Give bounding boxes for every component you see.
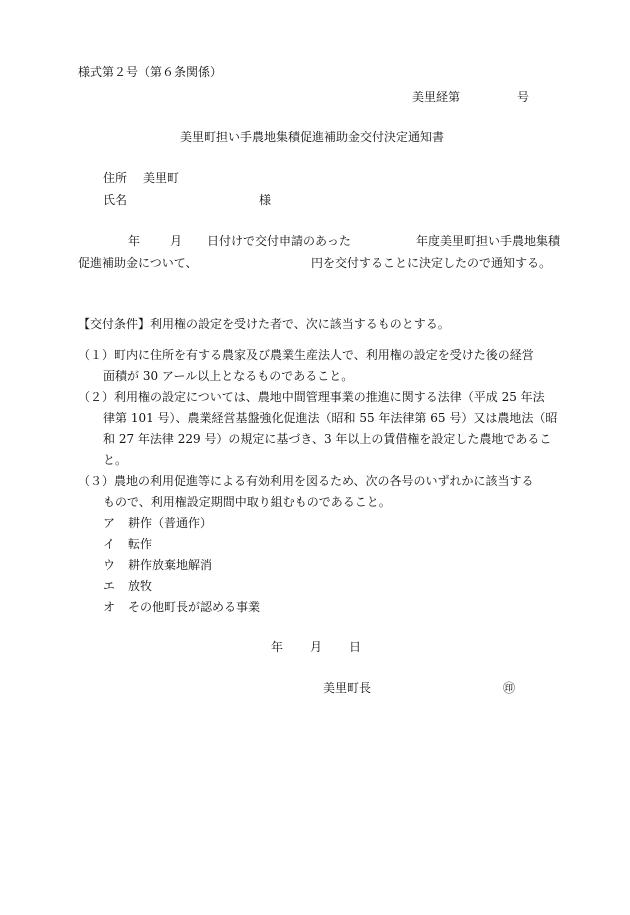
condition-2-line-1: （２）利用権の設定については、農地中間管理事業の推進に関する法律（平成 25 年法 (78, 390, 545, 404)
sub-item-mark: イ (103, 537, 116, 551)
sub-item-mark: ア (103, 516, 116, 530)
doc-number-prefix: 美里経第 (412, 90, 461, 104)
doc-number-suffix: 号 (517, 90, 530, 104)
body-line2-head: 促進補助金について、 (78, 256, 198, 270)
seal-mark: ㊞ (503, 681, 516, 695)
honorific: 様 (259, 193, 272, 207)
address-value: 美里町 (143, 171, 180, 185)
body-month-label: 月 (170, 234, 183, 248)
address-label: 住所 (103, 171, 128, 185)
page-title: 美里町担い手農地集積促進補助金交付決定通知書 (180, 130, 445, 144)
sub-item-text: 耕作放棄地解消 (128, 558, 213, 572)
sub-item-text: 放牧 (128, 579, 153, 593)
footer-day-label: 日 (349, 640, 362, 654)
body-year-label: 年 (128, 234, 141, 248)
condition-3-line-2: もので、利用権設定期間中取り組むものであること。 (103, 495, 391, 509)
sub-item-text: その他町長が認める事業 (128, 600, 261, 614)
footer-month-label: 月 (310, 640, 323, 654)
condition-2-line-3: 和 27 年法律 229 号）の規定に基づき、3 年以上の賃借権を設定した農地であるこ (103, 432, 552, 446)
sub-item-mark: エ (103, 579, 116, 593)
condition-2-line-4: と。 (103, 453, 128, 467)
form-number: 様式第２号（第６条関係） (78, 65, 223, 79)
sub-item-mark: オ (103, 600, 116, 614)
body-day-clause: 日付けで交付申請のあった (207, 234, 351, 248)
name-label: 氏名 (103, 193, 128, 207)
conditions-heading: 【交付条件】利用権の設定を受けた者で、次に該当するものとする。 (78, 317, 450, 331)
sub-item-mark: ウ (103, 558, 116, 572)
issuer: 美里町長 (323, 681, 372, 695)
sub-item-text: 耕作（普通作） (128, 516, 213, 530)
footer-year-label: 年 (271, 640, 284, 654)
condition-3-line-1: （３）農地の利用促進等による有効利用を図るため、次の各号のいずれかに該当する (78, 474, 534, 488)
condition-1-line-2: 面積が 30 アール以上となるものであること。 (103, 369, 354, 383)
body-fiscal-clause: 年度美里町担い手農地集積 (416, 234, 561, 248)
body-line2-tail: 円を交付することに決定したので通知する。 (311, 256, 552, 270)
condition-2-line-2: 律第 101 号）、農業経営基盤強化促進法（昭和 55 年法律第 65 号）又は農地法（昭 (103, 411, 558, 425)
condition-1-line-1: （１）町内に住所を有する農家及び農業生産法人で、利用権の設定を受けた後の経営 (78, 348, 534, 362)
sub-item-text: 転作 (128, 537, 153, 551)
